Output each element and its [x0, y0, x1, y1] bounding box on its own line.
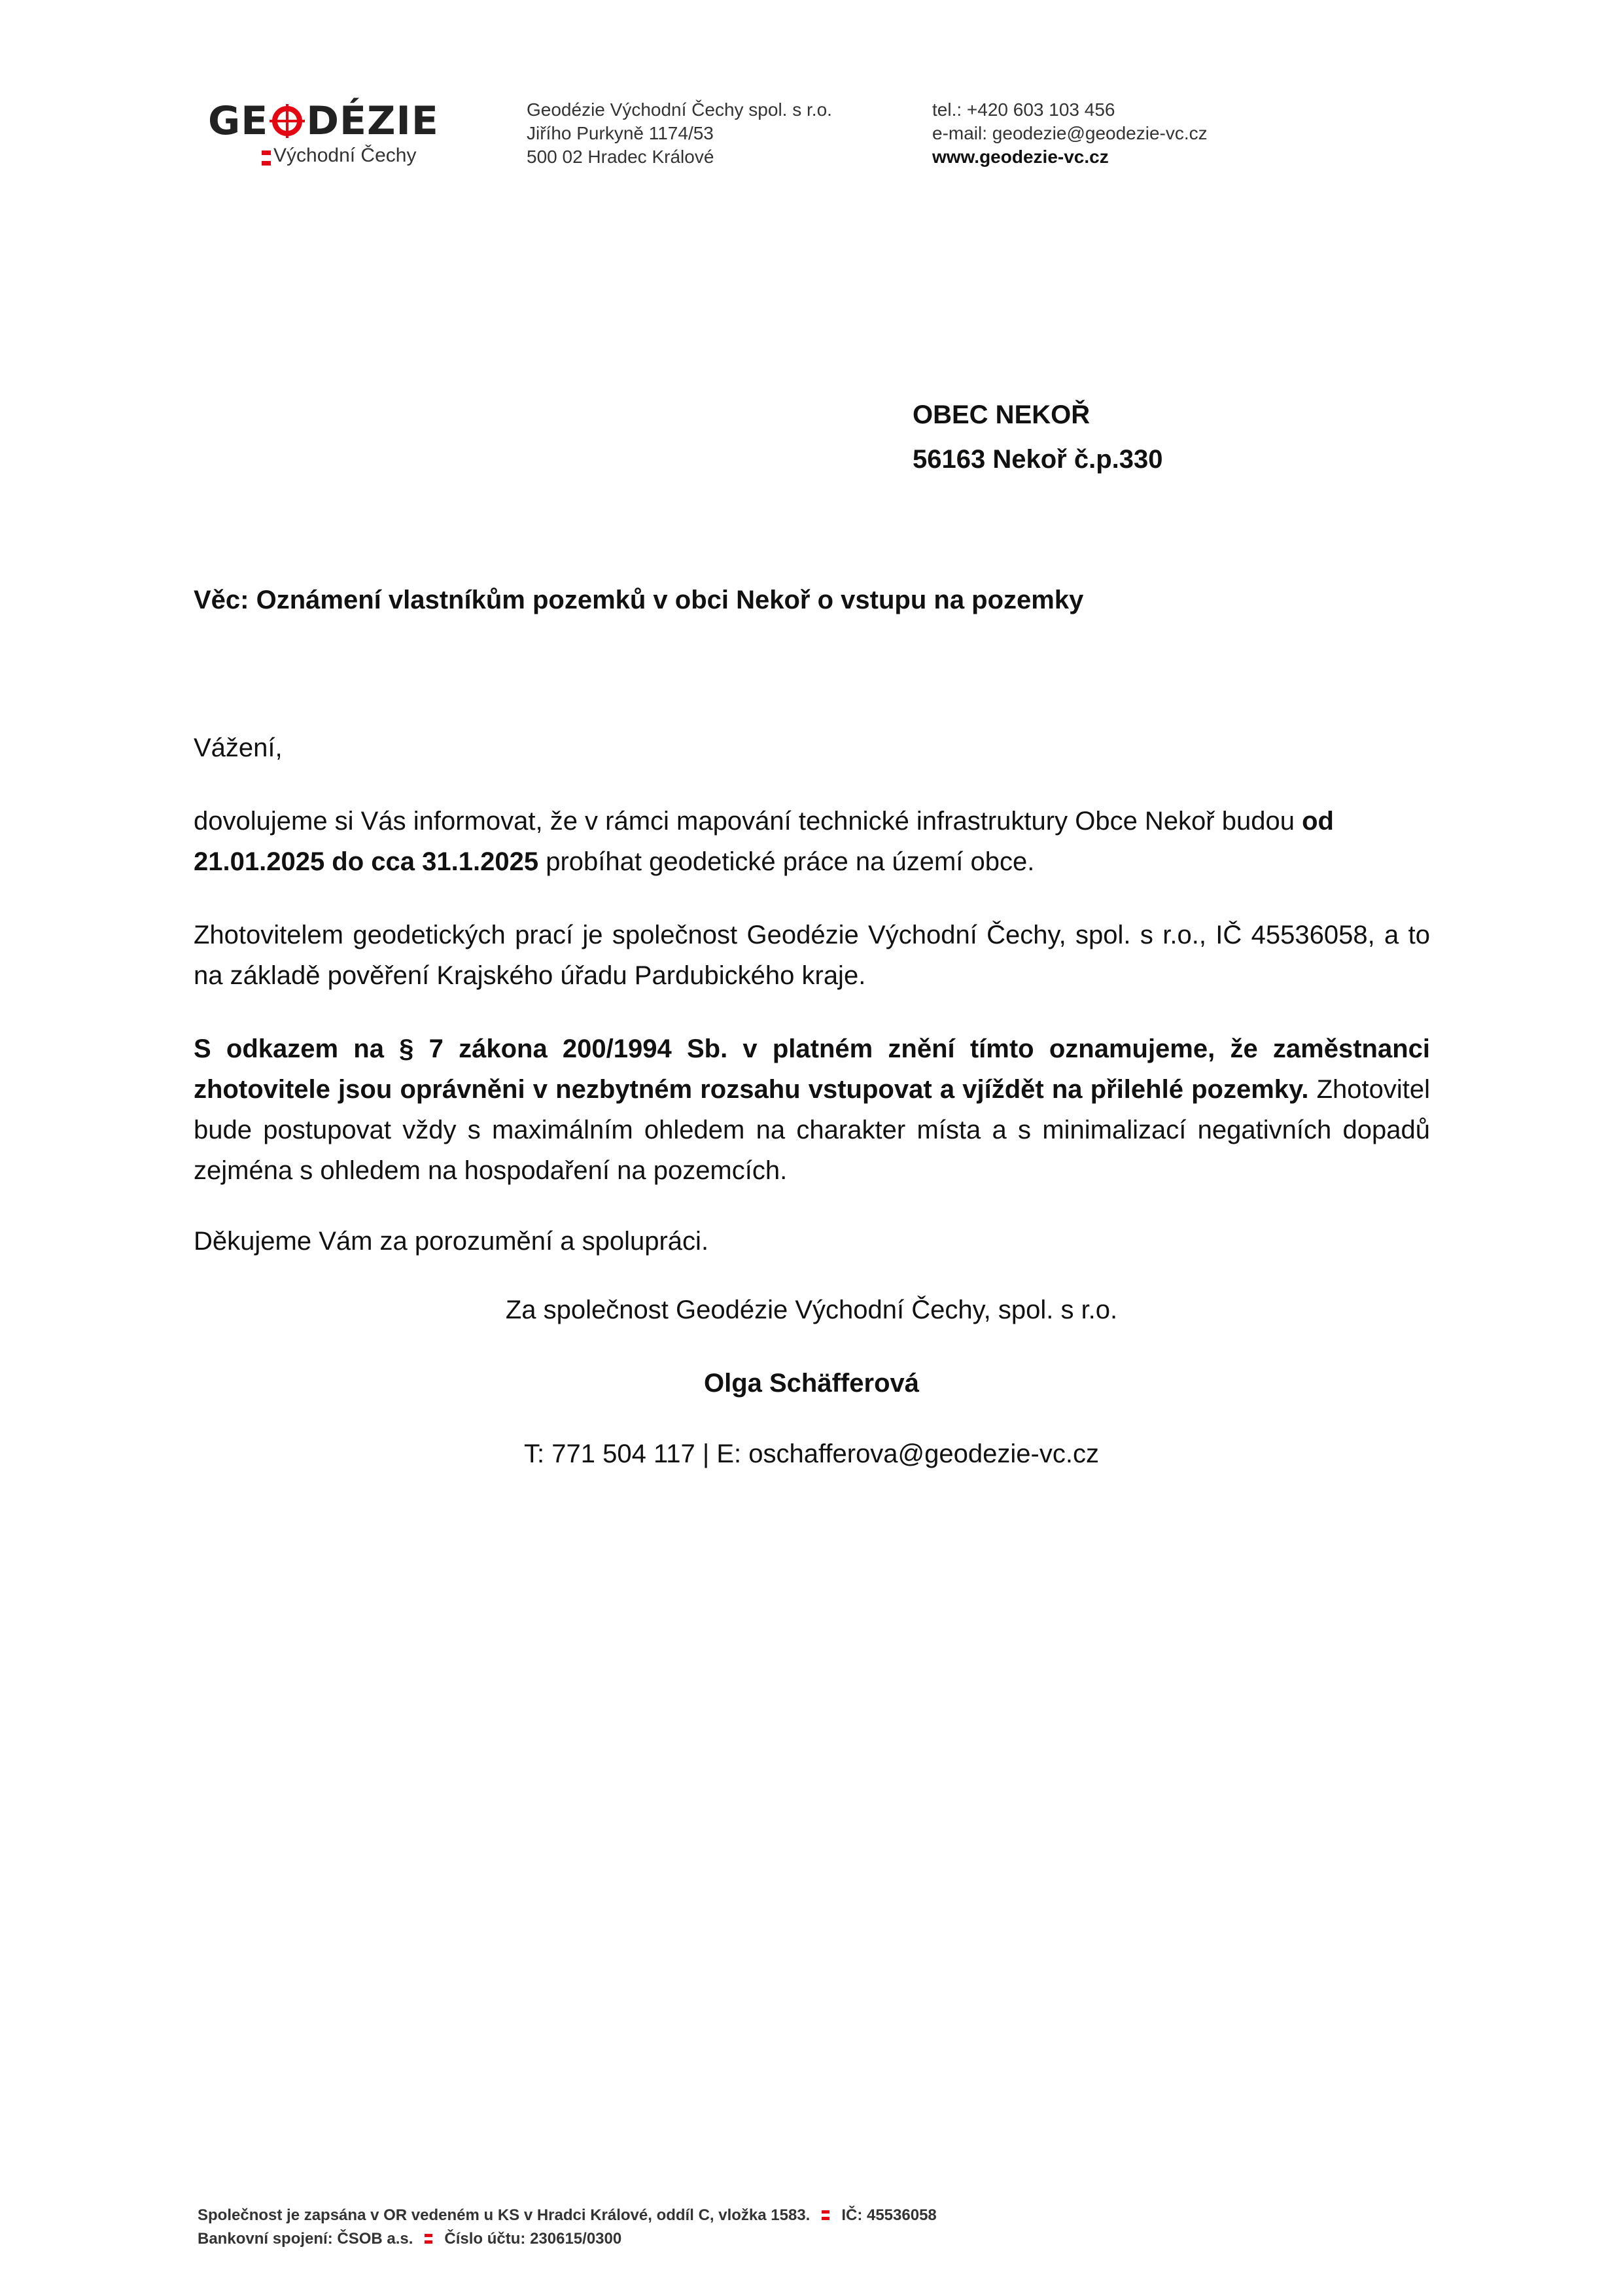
recipient-address	[913, 393, 1162, 482]
company-phone: tel.: +420 603 103 456	[932, 99, 1115, 120]
signature-contact: T: 771 504 117 | E: oschafferova@geodezie-vc.cz	[524, 1439, 1099, 1468]
company-street: Jiřího Purkyně 1174/53	[527, 123, 714, 143]
paragraph-dates-text-1: dovolujeme si Vás informovat, že v rámci mapování technické infrastruktury Obce Nekoř budou	[194, 807, 1302, 836]
logo-text-after: DÉZIE	[306, 98, 439, 144]
paragraph-dates-period: od 21.01.2025 do cca 31.1.2025	[194, 807, 1334, 876]
company-logo: GE DÉZIE Východní Čechy	[208, 98, 470, 170]
logo-text-before: GE	[208, 98, 269, 144]
paragraph-thanks: Děkujeme Vám za porozumění a spolupráci.	[194, 1227, 709, 1256]
footer-account: Číslo účtu: 230615/0300	[444, 2230, 622, 2248]
footer-separator-icon	[822, 2210, 829, 2221]
logo-wordmark	[208, 98, 439, 144]
paragraph-dates	[194, 801, 1430, 882]
signature-company-line: Za společnost Geodézie Východní Čechy, spol. s r.o.	[505, 1296, 1118, 1324]
logo-dashes-icon	[262, 148, 271, 169]
letter-greeting: Vážení,	[194, 733, 283, 762]
recipient-line-1: OBEC NEKOŘ	[913, 400, 1091, 429]
footer-ic: IČ: 45536058	[841, 2206, 937, 2224]
company-email: e-mail: geodezie@geodezie-vc.cz	[932, 123, 1208, 143]
paragraph-legal-text: Zhotovitel bude postupovat vždy s maximálním ohledem na charakter místa a s minimalizací negativních dopadů zejména s ohledem na hospodaření na pozemcích.	[194, 1075, 1431, 1185]
footer-separator-icon	[425, 2234, 432, 2244]
footer-registry: Společnost je zapsána v OR vedeném u KS v Hradci Králové, oddíl C, vložka 1583.	[198, 2206, 811, 2224]
company-contact-block	[932, 98, 1208, 169]
signature-name: Olga Schäfferová	[703, 1369, 919, 1398]
letter-subject: Věc: Oznámení vlastníkům pozemků v obci Nekoř o vstupu na pozemky	[194, 586, 1084, 614]
crosshair-o-icon	[270, 102, 305, 136]
company-name: Geodézie Východní Čechy spol. s r.o.	[527, 99, 832, 120]
footer-bank: Bankovní spojení: ČSOB a.s.	[198, 2230, 413, 2248]
paragraph-dates-text-2: probíhat geodetické práce na území obce.	[538, 847, 1035, 876]
company-website-link[interactable]: www.geodezie-vc.cz	[932, 147, 1109, 167]
paragraph-legal-bold: S odkazem na § 7 zákona 200/1994 Sb. v platném znění tímto oznamujeme, že zaměstnanci zhotovitele jsou oprávněni v nezbytném rozsahu vstupovat a vjíždět na přilehlé pozemky.	[194, 1034, 1430, 1104]
footer-bank-line	[198, 2230, 621, 2248]
company-city: 500 02 Hradec Králové	[527, 147, 714, 167]
paragraph-contractor: Zhotovitelem geodetických prací je společnost Geodézie Východní Čechy, spol. s r.o., IČ 45536058, a to na základě pověření Krajského úřadu Pardubického kraje.	[194, 921, 1430, 990]
footer-registry-line	[198, 2206, 937, 2225]
company-address-block	[527, 98, 832, 169]
paragraph-legal	[194, 1029, 1430, 1191]
recipient-line-2: 56163 Nekoř č.p.330	[913, 445, 1163, 474]
